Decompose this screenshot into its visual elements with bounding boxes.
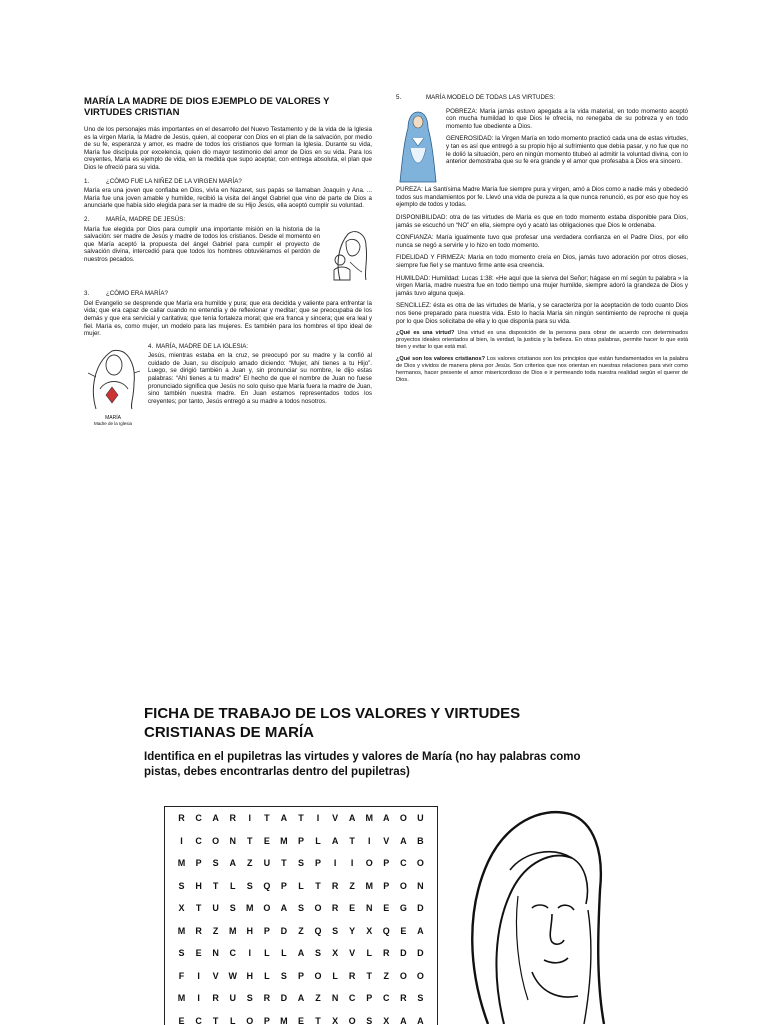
word-search-cell[interactable]: P <box>258 926 275 936</box>
word-search-cell[interactable]: I <box>361 836 378 846</box>
word-search-cell[interactable]: D <box>275 993 292 1003</box>
word-search-cell[interactable]: F <box>173 971 190 981</box>
question-answer: Los valores cristianos son los principios que están fundamentados en la palabra de Dios y vividos de manera plena por Jesús. Son criterios que nos orientan en nuestras relaciones para vivir como hermanos, hacer presente el amor misericordioso de Dios e ir permeando toda nuestra realidad según el querer de Dios. <box>396 356 688 383</box>
word-search-cell[interactable]: M <box>224 926 241 936</box>
question-answer: Una virtud es una disposición de la persona para obrar de acuerdo con determinados proyectos ideales orientados al bien, la verdad, la justicia y la belleza. En otras palabras, permite hacer lo que está bien y evitar lo que está mal. <box>396 330 688 350</box>
word-search-cell[interactable]: H <box>190 881 207 891</box>
word-search-cell[interactable]: E <box>173 1016 190 1025</box>
word-search-cell[interactable]: V <box>327 813 344 823</box>
word-search-cell[interactable]: O <box>412 971 429 981</box>
word-search-cell[interactable]: P <box>258 1016 275 1025</box>
section-4-content <box>148 343 372 411</box>
word-search-row <box>165 1010 437 1025</box>
word-search-cell[interactable]: N <box>412 881 429 891</box>
word-search-cell[interactable]: M <box>361 813 378 823</box>
word-search-cell[interactable]: D <box>395 948 412 958</box>
worksheet-title-line-2: CRISTIANAS DE MARÍA <box>144 723 614 742</box>
section-4-text: Jesús, mientras estaba en la cruz, se preocupó por su madre y la confió al cuidado de Juan, su discípulo amado diciendo: “Mujer, ahí tienes a tu Hijo”. Luego, se dirigió también a Juan y, sin pronunciar su nombre, le dijo estas palabras: “Ahí tienes a tu madre” El hecho de que el nombre de Juan no fuese pronunciado significa que Jesús no solo quiso que María fuera la madre de Juan, sino también nuestra madre. En Juan estamos representados todos los creyentes; por tanto, Jesús entregó a su madre a todos nosotros. <box>148 352 372 405</box>
word-search-cell[interactable]: A <box>275 813 292 823</box>
word-search-cell[interactable]: E <box>190 948 207 958</box>
worksheet-title-line-1: FICHA DE TRABAJO DE LOS VALORES Y VIRTUDES <box>144 704 614 723</box>
word-search-cell[interactable]: S <box>327 926 344 936</box>
word-search-cell[interactable]: S <box>310 948 327 958</box>
word-search-row <box>165 942 437 965</box>
word-search-cell[interactable]: S <box>224 903 241 913</box>
word-search-row <box>165 920 437 943</box>
mary-child-illustration <box>326 226 372 285</box>
word-search-cell[interactable]: U <box>224 993 241 1003</box>
word-search-row <box>165 807 437 830</box>
word-search-cell[interactable]: S <box>412 993 429 1003</box>
section-2-heading <box>84 216 372 224</box>
word-search-cell[interactable]: P <box>292 971 309 981</box>
mary-blue-illustration <box>396 108 440 187</box>
section-4-body <box>84 343 372 427</box>
word-search-cell[interactable]: T <box>344 836 361 846</box>
word-search-cell[interactable]: O <box>395 881 412 891</box>
word-search-cell[interactable]: T <box>207 1016 224 1025</box>
word-search-cell[interactable]: L <box>310 836 327 846</box>
word-search-cell[interactable]: O <box>310 903 327 913</box>
word-search-cell[interactable]: E <box>344 903 361 913</box>
word-search-cell[interactable]: P <box>378 881 395 891</box>
word-search-cell[interactable]: P <box>275 881 292 891</box>
document-title: MARÍA LA MADRE DE DIOS EJEMPLO DE VALORES Y VIRTUDES CRISTIAN <box>84 96 372 118</box>
word-search-cell[interactable]: E <box>292 1016 309 1025</box>
section-heading-text: MARÍA, MADRE DE JESÚS: <box>106 216 185 223</box>
virtue-sencillez: SENCILLEZ: ésta es otra de las virtudes de María, y se caracteriza por la aceptación de todo cuanto Dios nos tiene preparado para nuestra vida. Esto lo hacía María sin ningún sentimiento de reproche ni queja por lo que Dios solicitaba de ella y lo que disponía para su vida. <box>396 302 688 325</box>
mary-church-illustration <box>84 343 142 427</box>
question-valores <box>396 356 688 384</box>
word-search-cell[interactable]: X <box>173 903 190 913</box>
word-search-cell[interactable]: C <box>395 858 412 868</box>
word-search-cell[interactable]: L <box>224 881 241 891</box>
word-search-cell[interactable]: I <box>241 813 258 823</box>
word-search-cell[interactable]: R <box>258 993 275 1003</box>
word-search-cell[interactable]: H <box>241 926 258 936</box>
word-search-cell[interactable]: A <box>344 813 361 823</box>
word-search-cell[interactable]: V <box>378 836 395 846</box>
word-search-cell[interactable]: M <box>173 926 190 936</box>
word-search-cell[interactable]: V <box>344 948 361 958</box>
word-search-cell[interactable]: A <box>275 903 292 913</box>
word-search-cell[interactable]: D <box>275 926 292 936</box>
section-3-text: Del Evangelio se desprende que María era humilde y pura; que era decidida y valiente para enfrentar la vida; que era capaz de callar cuando no entendía y de reflexionar y meditar; que se preocupaba de los demás y que era servicial y caritativa; que tenía fortaleza moral; que era franca y sincera; que era leal y fiel. María es, como mujer, un modelo para las mujeres. Es también para los hombres el tipo ideal de mujer. <box>84 300 372 338</box>
word-search-cell[interactable]: L <box>258 971 275 981</box>
section-number: 3. <box>84 290 106 298</box>
section-2-body <box>84 226 372 285</box>
word-search-cell[interactable]: C <box>190 836 207 846</box>
word-search-cell[interactable]: M <box>173 858 190 868</box>
word-search-cell[interactable]: S <box>207 858 224 868</box>
word-search-cell[interactable]: A <box>395 836 412 846</box>
word-search-cell[interactable]: M <box>173 993 190 1003</box>
section-3-heading <box>84 290 372 298</box>
word-search-cell[interactable]: Z <box>378 971 395 981</box>
word-search-cell[interactable]: X <box>327 948 344 958</box>
word-search-cell[interactable]: U <box>207 903 224 913</box>
word-search-cell[interactable]: A <box>292 948 309 958</box>
word-search-cell[interactable]: P <box>378 858 395 868</box>
word-search-cell[interactable]: R <box>344 971 361 981</box>
word-search-cell[interactable]: O <box>395 971 412 981</box>
word-search-cell[interactable]: R <box>327 903 344 913</box>
word-search-cell[interactable]: D <box>412 903 429 913</box>
word-search-cell[interactable]: E <box>395 926 412 936</box>
word-search-cell[interactable]: I <box>344 858 361 868</box>
word-search-cell[interactable]: V <box>207 971 224 981</box>
word-search-cell[interactable]: U <box>258 858 275 868</box>
illustration-caption: Madre de la Iglesia <box>84 421 142 427</box>
section-1-heading <box>84 178 372 186</box>
word-search-cell[interactable]: T <box>361 971 378 981</box>
word-search-cell[interactable]: O <box>344 1016 361 1025</box>
word-search-cell[interactable]: C <box>344 993 361 1003</box>
section-4-heading <box>148 343 372 351</box>
word-search-cell[interactable]: O <box>395 813 412 823</box>
word-search-cell[interactable]: O <box>241 1016 258 1025</box>
word-search-cell[interactable]: T <box>207 881 224 891</box>
word-search-row <box>165 987 437 1010</box>
word-search-cell[interactable]: E <box>258 836 275 846</box>
word-search-cell[interactable]: R <box>190 926 207 936</box>
word-search-cell[interactable]: O <box>310 971 327 981</box>
word-search-cell[interactable]: M <box>275 1016 292 1025</box>
word-search-cell[interactable]: I <box>241 948 258 958</box>
word-search-cell[interactable]: R <box>224 813 241 823</box>
word-search-grid[interactable] <box>164 806 438 1025</box>
section-number: 5. <box>396 94 426 102</box>
word-search-cell[interactable]: I <box>327 858 344 868</box>
word-search-cell[interactable]: A <box>412 926 429 936</box>
word-search-cell[interactable]: L <box>361 948 378 958</box>
intro-paragraph: Uno de los personajes más importantes en el desarrollo del Nuevo Testamento y de la vida de la Iglesia es la virgen María, la Madre de Jesús, quien, al cooperar con Dios en el plan de la salvación, por medio de su fe, esperanza y amor, es madre de todos los cristianos que forman la Iglesia. Durante su vida, María fue discípula por excelencia, quien dio mayor testimonio del amor de Dios en su vida. Para los creyentes, María es ejemplo de vida, en la medida que supo aceptar, con entrega absoluta, el plan que Dios le ofreció para su vida. <box>84 126 372 172</box>
word-search-cell[interactable]: S <box>361 1016 378 1025</box>
word-search-row <box>165 830 437 853</box>
word-search-cell[interactable]: P <box>292 836 309 846</box>
virtues-intro-text <box>446 108 688 171</box>
section-number: 4. <box>148 343 156 351</box>
word-search-cell[interactable]: N <box>361 903 378 913</box>
word-search-cell[interactable]: T <box>190 903 207 913</box>
word-search-cell[interactable]: Y <box>344 926 361 936</box>
word-search-cell[interactable]: T <box>310 1016 327 1025</box>
section-heading-text: MARÍA MODELO DE TODAS LAS VIRTUDES: <box>426 94 555 101</box>
word-search-cell[interactable]: N <box>207 948 224 958</box>
word-search-cell[interactable]: X <box>378 1016 395 1025</box>
word-search-cell[interactable]: O <box>412 858 429 868</box>
word-search-cell[interactable]: T <box>292 813 309 823</box>
question-label: ¿Qué es una virtud? <box>396 330 454 336</box>
word-search-cell[interactable]: I <box>190 971 207 981</box>
word-search-cell[interactable]: T <box>275 858 292 868</box>
word-search-cell[interactable]: M <box>241 903 258 913</box>
word-search-cell[interactable]: X <box>327 1016 344 1025</box>
virtue-generosidad: GENEROSIDAD: la Virgen María en todo momento practicó cada una de estas virtudes, y tan es así que entregó a su propio hijo al sufrimiento que debía pasar, y no fue que no le dolió la situación, pero en ningún momento titubeó al admitir la voluntad divina, con lo anterior demostraba que su fe era grande y el amor que profesaba a Dios era sincero. <box>446 135 688 165</box>
word-search-cell[interactable]: L <box>292 881 309 891</box>
word-search-cell[interactable]: S <box>241 881 258 891</box>
word-search-row <box>165 875 437 898</box>
word-search-cell[interactable]: B <box>412 836 429 846</box>
word-search-cell[interactable]: L <box>327 971 344 981</box>
section-heading-text: ¿CÓMO FUE LA NIÑEZ DE LA VIRGEN MARÍA? <box>106 178 242 185</box>
word-search-cell[interactable]: R <box>327 881 344 891</box>
left-column <box>84 96 372 427</box>
virtue-confianza: CONFIANZA: María igualmente tuvo que profesar una verdadera confianza en el Padre Dios, por ello nunca se negó a servirle y lo hizo en todo momento. <box>396 234 688 249</box>
word-search-row <box>165 897 437 920</box>
mary-sketch-icon <box>448 800 608 1024</box>
word-search-cell[interactable]: S <box>173 881 190 891</box>
worksheet-instruction: Identifica en el pupiletras las virtudes y valores de María (no hay palabras como pistas, debes encontrarlas dentro del pupiletras) <box>144 750 614 780</box>
section-2-text: María fue elegida por Dios para cumplir una importante misión en la historia de la salvación: ser madre de Jesús y madre de todos los cristianos. Desde el momento en que María aceptó la propuesta del ángel Gabriel para cumplir el proyecto de salvación divina, intercedió para que todos los hombres obtuviéramos el perdón de nuestros pecados. <box>84 226 320 264</box>
word-search-cell[interactable]: X <box>361 926 378 936</box>
word-search-cell[interactable]: A <box>395 1016 412 1025</box>
word-search-cell[interactable]: N <box>224 836 241 846</box>
word-search-cell[interactable]: P <box>361 993 378 1003</box>
question-virtud <box>396 330 688 351</box>
word-search-cell[interactable]: L <box>224 1016 241 1025</box>
word-search-cell[interactable]: C <box>224 948 241 958</box>
mary-child-icon <box>326 226 372 282</box>
word-search-row <box>165 852 437 875</box>
word-search-cell[interactable]: D <box>412 948 429 958</box>
word-search-cell[interactable]: S <box>275 971 292 981</box>
word-search-cell[interactable]: S <box>292 858 309 868</box>
word-search-cell[interactable]: A <box>412 1016 429 1025</box>
virtue-humildad: HUMILDAD: Humildad: Lucas 1:38: «He aquí que la sierva del Señor; hágase en mí según tu palabra » la virgen María, madre nuestra fue en todo tiempo una mujer humilde, siempre adoró la grandeza de Dios y jamás tuvo alguna queja. <box>396 275 688 298</box>
word-search-cell[interactable]: P <box>190 858 207 868</box>
word-search-cell[interactable]: Q <box>378 926 395 936</box>
word-search-cell[interactable]: R <box>173 813 190 823</box>
word-search-cell[interactable]: A <box>207 813 224 823</box>
word-search-cell[interactable]: E <box>378 903 395 913</box>
virtue-disponibilidad: DISPONIBILIDAD: otra de las virtudes de María es que en todo momento estaba disponible para Dios, jamás se escuchó un “NO” en ella, siempre oyó y acató las obligaciones que Dios le ordenaba. <box>396 214 688 229</box>
mary-praying-icon <box>396 108 440 184</box>
virtue-pureza: PUREZA: La Santísima Madre María fue siempre pura y virgen, amó a Dios como a nadie más y obedeció todos sus mandamientos por fe. Llevó una vida de pureza a la que nunca renunció, es por eso que hoy es ejemplo de todos y todas. <box>396 186 688 209</box>
word-search-cell[interactable]: L <box>258 948 275 958</box>
word-search-cell[interactable]: L <box>275 948 292 958</box>
section-1-text: María era una joven que confiaba en Dios, vivía en Nazaret, sus papás se llamaban Joaquín y Ana. ... María fue una joven amable y humilde, recibió la visita del ángel Gabriel que vino de parte de Dios a anunciarle que había sido elegida para ser la madre de su Hijo Jesús, ella aceptó cumplir su voluntad. <box>84 187 372 210</box>
question-label: ¿Qué son los valores cristianos? <box>396 356 485 362</box>
word-search-cell[interactable]: S <box>173 948 190 958</box>
virtue-pobreza: POBREZA: María jamás estuvo apegada a la vida material, en todo momento aceptó con mucha humildad lo que Dios le ofrecía, no renegaba de su pobreza y en todo momento fue obediente a Dios. <box>446 108 688 131</box>
word-search-cell[interactable]: U <box>412 813 429 823</box>
section-number: 1. <box>84 178 106 186</box>
virtue-fidelidad: FIDELIDAD Y FIRMEZA: María en todo momento creía en Dios, jamás tuvo adoración por otros dioses, siempre fue fiel y se mantuvo firme ante esa creencia. <box>396 254 688 269</box>
word-search-cell[interactable]: A <box>224 858 241 868</box>
word-search-cell[interactable]: Z <box>241 858 258 868</box>
illustration-caption: MARÍA <box>84 415 142 421</box>
word-search-cell[interactable]: T <box>310 881 327 891</box>
word-search-cell[interactable]: T <box>258 813 275 823</box>
word-search-cell[interactable]: P <box>310 858 327 868</box>
worksheet-header <box>144 704 614 780</box>
word-search-cell[interactable]: Z <box>292 926 309 936</box>
word-search-cell[interactable]: S <box>241 993 258 1003</box>
word-search-cell[interactable]: A <box>327 836 344 846</box>
word-search-cell[interactable]: R <box>395 993 412 1003</box>
word-search-cell[interactable]: R <box>207 993 224 1003</box>
word-search-cell[interactable]: C <box>378 993 395 1003</box>
section-heading-text: MARÍA, MADRE DE LA IGLESIA: <box>156 343 248 350</box>
word-search-cell[interactable]: O <box>258 903 275 913</box>
word-search-cell[interactable]: M <box>275 836 292 846</box>
section-5-heading <box>396 94 688 102</box>
word-search-cell[interactable]: R <box>378 948 395 958</box>
word-search-cell[interactable]: I <box>173 836 190 846</box>
word-search-cell[interactable]: I <box>190 993 207 1003</box>
section-heading-text: ¿CÓMO ERA MARÍA? <box>106 290 168 297</box>
word-search-cell[interactable]: C <box>190 1016 207 1025</box>
word-search-cell[interactable]: N <box>327 993 344 1003</box>
word-search-cell[interactable]: T <box>241 836 258 846</box>
word-search-cell[interactable]: A <box>292 993 309 1003</box>
right-column <box>396 94 688 389</box>
word-search-cell[interactable]: C <box>190 813 207 823</box>
word-search-cell[interactable]: Z <box>344 881 361 891</box>
virtues-intro <box>396 108 688 187</box>
word-search-cell[interactable]: Z <box>310 993 327 1003</box>
word-search-cell[interactable]: G <box>395 903 412 913</box>
word-search-cell[interactable]: M <box>361 881 378 891</box>
word-search-cell[interactable]: Z <box>207 926 224 936</box>
word-search-row <box>165 965 437 988</box>
section-number: 2. <box>84 216 106 224</box>
word-search-cell[interactable]: A <box>378 813 395 823</box>
word-search-cell[interactable]: H <box>241 971 258 981</box>
word-search-cell[interactable]: W <box>224 971 241 981</box>
word-search-cell[interactable]: Q <box>258 881 275 891</box>
word-search-cell[interactable]: O <box>207 836 224 846</box>
word-search-cell[interactable]: S <box>292 903 309 913</box>
word-search-cell[interactable]: Q <box>310 926 327 936</box>
word-search-cell[interactable]: I <box>310 813 327 823</box>
word-search-cell[interactable]: O <box>361 858 378 868</box>
mary-mother-icon <box>84 343 142 413</box>
